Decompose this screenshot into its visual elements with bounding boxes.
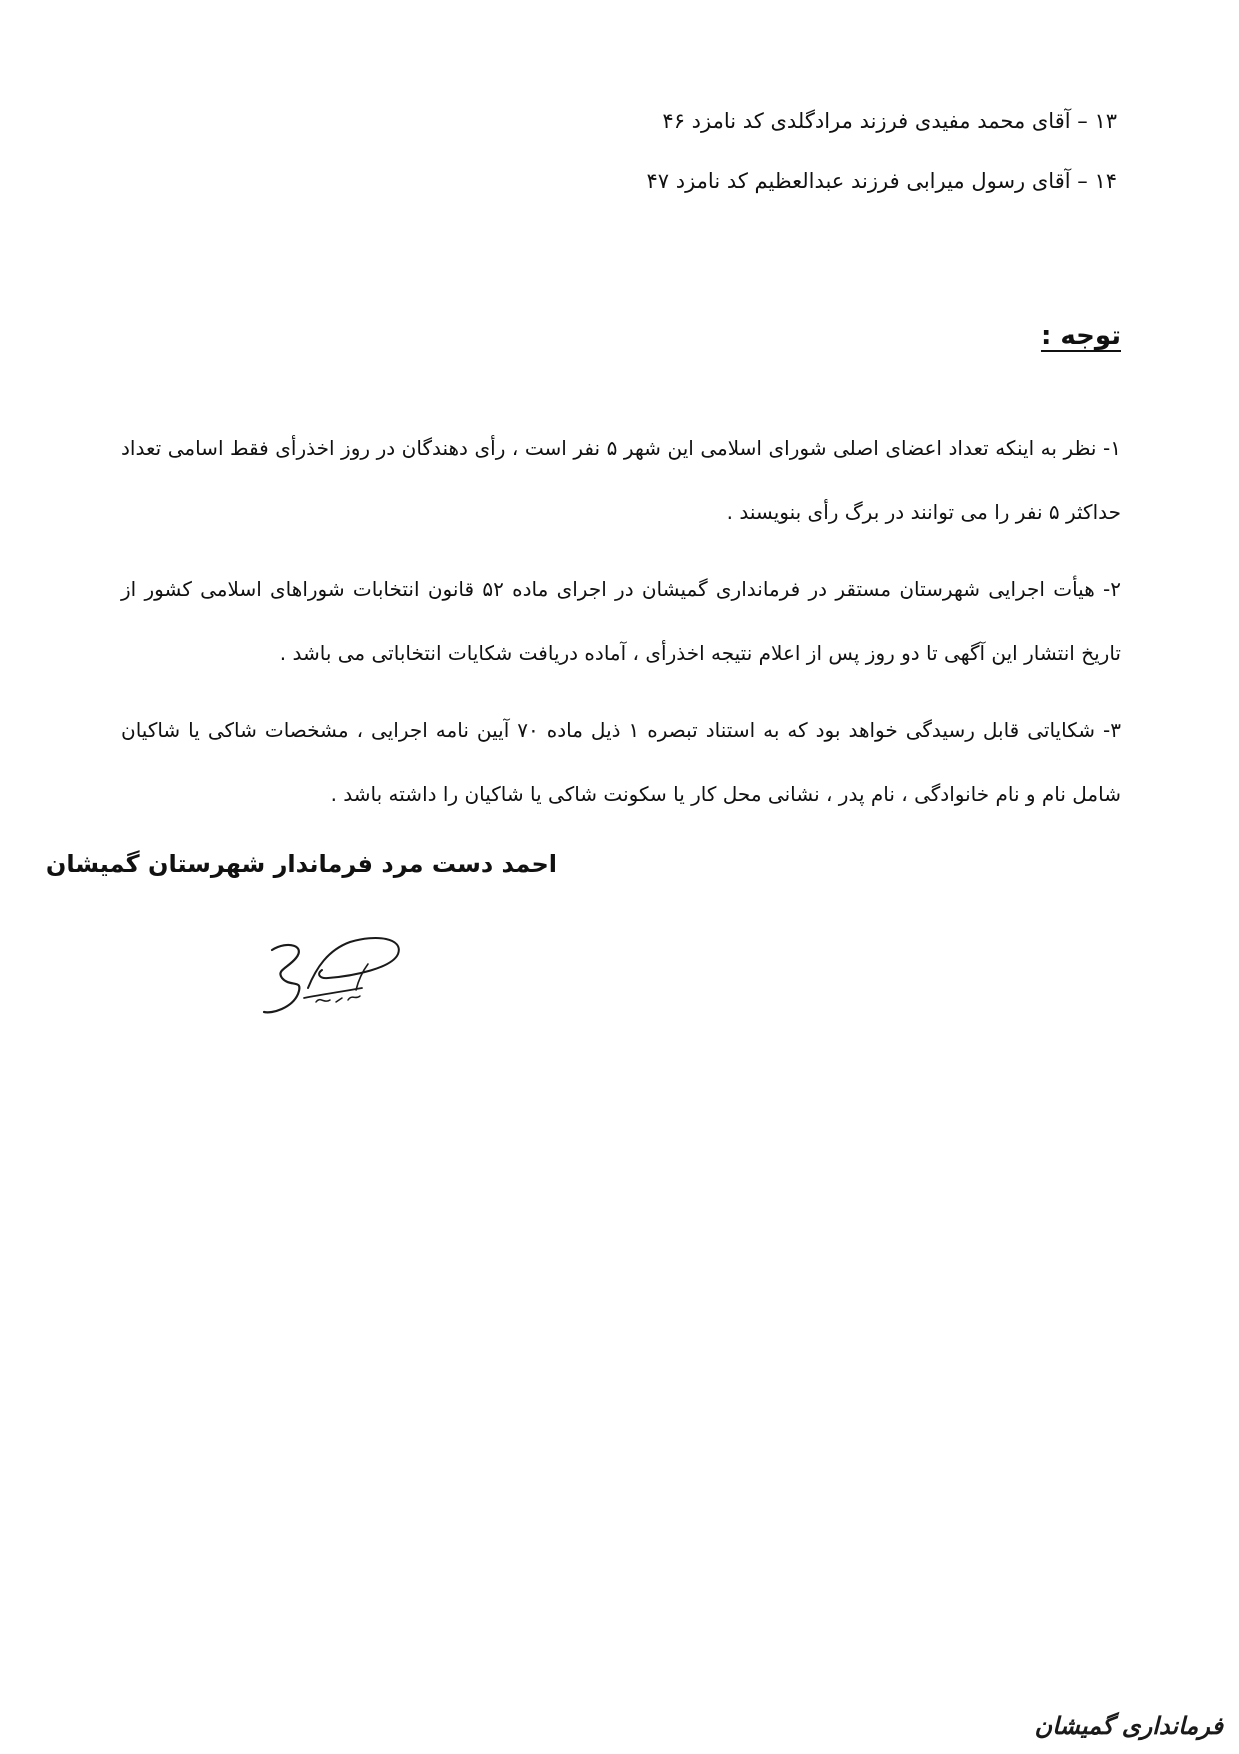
notice-heading: توجه :: [1040, 321, 1121, 351]
candidate-line-14: ۱۴ – آقای رسول میرابی فرزند عبدالعظیم کد نامزد ۴۷: [646, 169, 1117, 193]
notice-item-1: ۱- نظر به اینکه تعداد اعضای اصلی شورای اسلامی این شهر ۵ نفر است ، رأی دهندگان در روز اخذرأی فقط اسامی تعداد حداکثر ۵ نفر را می توانند در برگ رأی بنویسند .: [121, 436, 1122, 524]
notice-item-2: ۲- هیأت اجرایی شهرستان مستقر در فرمانداری گمیشان در اجرای ماده ۵۲ قانون انتخابات شوراهای اسلامی کشور از تاریخ انتشار این آگهی تا دو روز پس از اعلام نتیجه اخذرأی ، آماده دریافت شکایات انتخاباتی می باشد .: [121, 577, 1121, 665]
notice-item-3: ۳- شکایاتی قابل رسیدگی خواهد بود که به استناد تبصره ۱ ذیل ماده ۷۰ آیین نامه اجرایی ، مشخصات شاکی یا شاکیان شامل نام و نام خانوادگی ، نام پدر ، نشانی محل کار یا سکونت شاکی یا شاکیان را داشته باشد .: [121, 718, 1121, 806]
handwritten-signature: [258, 928, 418, 1028]
candidate-line-13: ۱۳ – آقای محمد مفیدی فرزند مرادگلدی کد نامزد ۴۶: [662, 109, 1117, 133]
footer-logo-text: فرمانداری گمیشان: [1034, 1711, 1223, 1740]
signatory-line: احمد دست مرد فرماندار شهرستان گمیشان: [45, 850, 557, 878]
